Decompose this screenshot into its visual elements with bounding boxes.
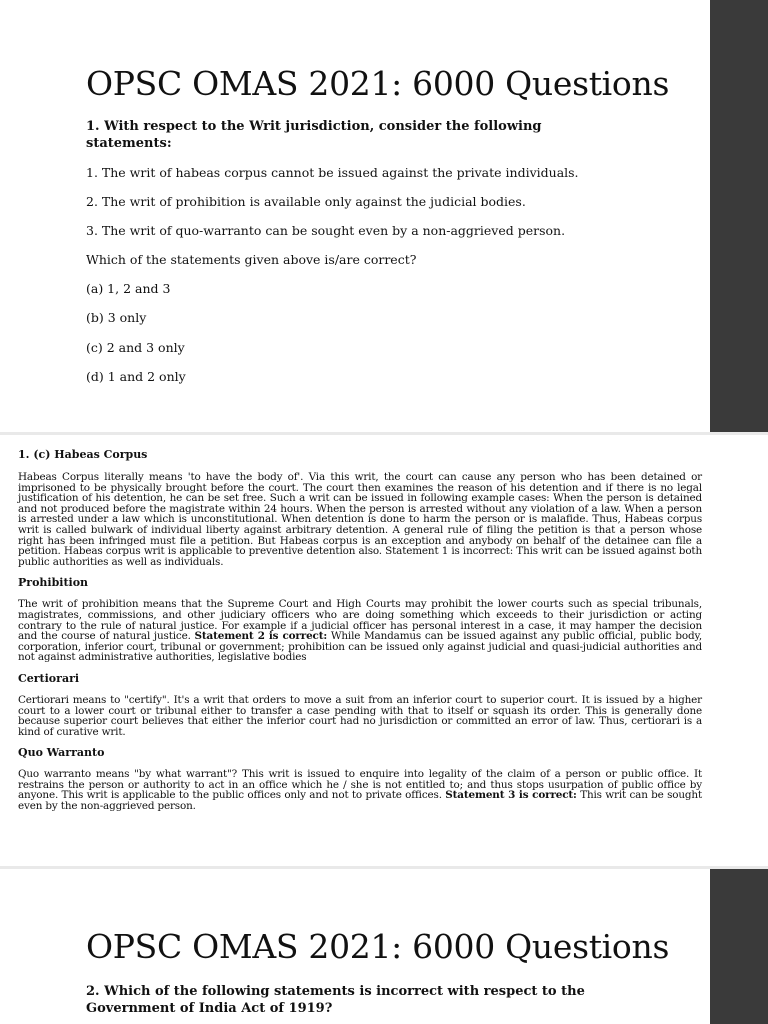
slide-title: OPSC OMAS 2021: 6000 Questions [86,927,670,966]
option-d: (d) 1 and 2 only [86,369,186,384]
option-c: (c) 2 and 3 only [86,340,185,355]
habeas-corpus-text: Habeas Corpus literally means 'to have the body of'. Via this writ, the court can cause any person who has been detained or imprisoned to be physically brought before the court. The court then examines the reason of his detention and if there is no legal justification of his detention, he can be set free. Such a writ can be issued in following example cases: When the person is detained and not produced before the magistrate within 24 hours. When the person is arrested without any violation of a law. When a person is arrested under a law which is unconstitutional. When detention is done to harm the person or is malafide. Thus, Habeas corpus writ is called bulwark of individual liberty against arbitrary detention. A general rule of filing the petition is that a person whose right has been infringed must file a petition. But Habeas corpus is an exception and anybody on behalf of the detainee can file a petition. Habeas corpus writ is applicable to preventive detention also. Statement 1 is incorrect: This writ can be issued against both public authorities as well as individuals. [18,471,702,568]
slide-title: OPSC OMAS 2021: 6000 Questions [86,64,670,103]
slide-2-sidebar [710,869,768,1024]
page-divider [0,432,768,435]
question-prompt: Which of the statements given above is/are correct? [86,252,417,267]
statement-2: 2. The writ of prohibition is available only against the judicial bodies. [86,194,526,209]
statement-3: 3. The writ of quo-warranto can be sought even by a non-aggrieved person. [86,223,566,238]
prohibition-heading: Prohibition [18,576,89,590]
statement-1: 1. The writ of habeas corpus cannot be issued against the private individuals. [86,165,579,180]
quo-warranto-text [18,769,702,811]
question-text: 1. With respect to the Writ jurisdiction, consider the following statements: [86,119,542,151]
prohibition-text-2: While Mandamus can be issued against any public official, public body, corporation, inferior court, tribunal or government; prohibition can be issued only against judicial and quasi-judicial authorities and not against administrative authorities, legislative bodies [18,630,702,664]
option-b: (b) 3 only [86,310,147,325]
prohibition-text-1: The writ of prohibition means that the Supreme Court and High Courts may prohibit the lower courts such as special tribunals, magistrates, commissions, and other judiciary officers who are doing something which exceeds to their jurisdiction or acting contrary to the rule of natural justice. For example if a judicial officer has personal interest in a case, it may hamper the decision and the course of natural justice. [18,598,702,643]
certiorari-heading: Certiorari [18,671,80,685]
quo-warranto-text-2: This writ can be sought even by the non-aggrieved person. [18,789,702,813]
prohibition-statement-label: Statement 2 is correct: [194,630,328,643]
slide-1 [0,0,710,432]
question-text: 2. Which of the following statements is incorrect with respect to the Government of India Act of 1919? [86,984,585,1016]
quo-warranto-heading: Quo Warranto [18,746,105,760]
prohibition-text [18,599,702,663]
certiorari-text: Certiorari means to "certify". It's a writ that orders to move a suit from an inferior court to superior court. It is issued by a higher court to a lower court or tribunal either to transfer a case pending with that to itself or squash its order. This is generally done because superior court believes that either the inferior court had no jurisdiction or committed an error of law. Thus, certiorari is a kind of curative writ. [18,693,702,738]
answer-heading: 1. (c) Habeas Corpus [18,448,148,461]
answer-explanation [18,448,702,812]
option-a: (a) 1, 2 and 3 [86,281,171,296]
slide-1-sidebar [710,0,768,432]
quo-warranto-text-1: Quo warranto means "by what warrant"? This writ is issued to enquire into legality of the claim of a person or public office. It restrains the person or authority to act in an office which he / she is not entitled to; and thus stops usurpation of public office by anyone. This writ is applicable to the public offices only and not to private offices. [18,768,702,802]
quo-warranto-statement-label: Statement 3 is correct: [445,789,577,802]
slide-2 [0,869,710,1024]
